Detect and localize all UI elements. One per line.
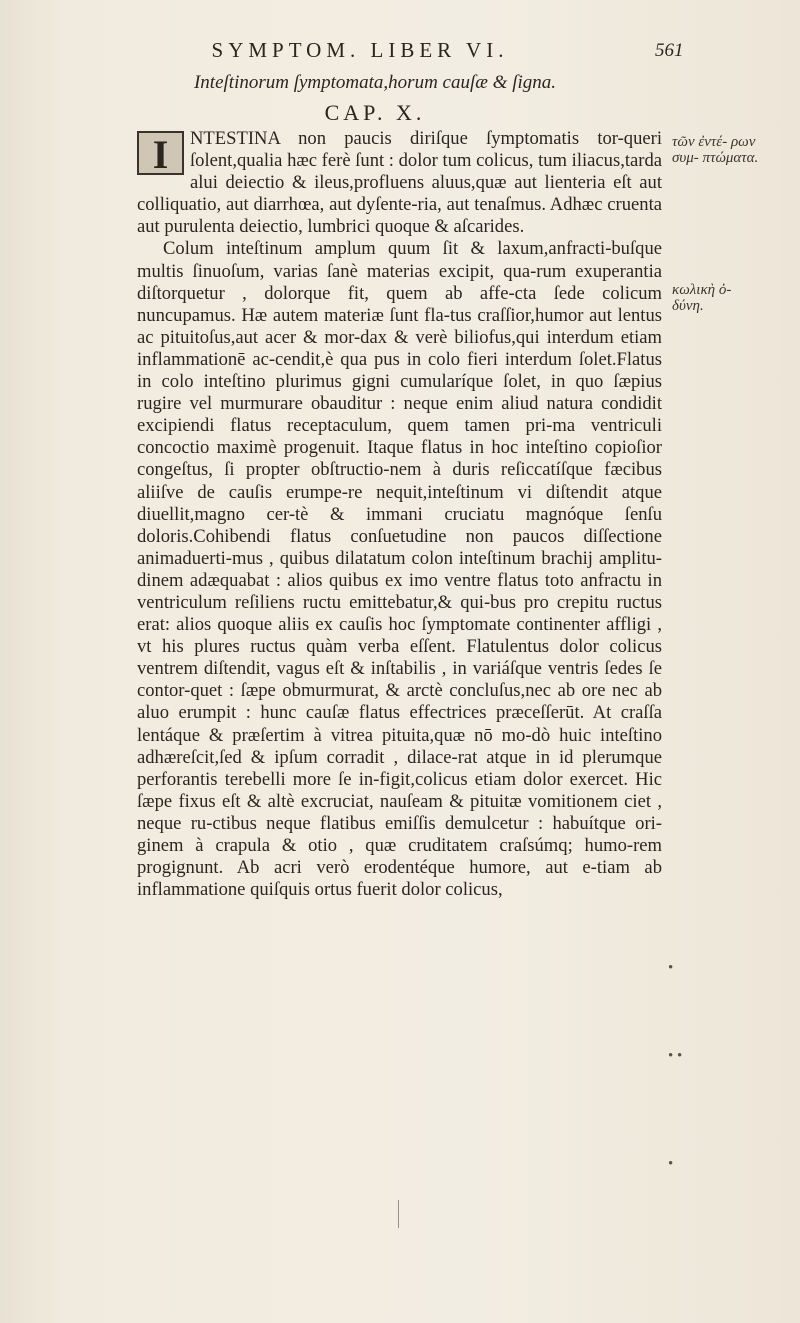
paragraph-1-text: NTESTINA non paucis diriſque ſymptomatis tor-queri ſolent,qualia hæc ferè ſunt : dolor tum colicus, tum iliacus,tarda alui deiectio & ileus,profluens aluus,quæ aut lienteria eſt aut colliquatio, aut diarrhœa, aut dyſente-ria, aut tenaſmus. Adhæc cruenta aut purulenta deiectio, lumbrici quoque & aſcarides. — [137, 128, 662, 238]
page-number: 561 — [655, 40, 684, 61]
drop-initial: I — [137, 131, 184, 175]
chapter-number: CAP. X. — [324, 100, 426, 125]
margin-mark-1: • — [668, 960, 674, 976]
running-head: SYMPTOM. LIBER VI. — [211, 38, 509, 62]
chapter-title: Inteſtinorum ſymptomata,horum cauſæ & ſigna. — [193, 72, 557, 93]
body-text — [137, 128, 662, 901]
pencil-mark — [398, 1200, 399, 1228]
margin-note-greek-1: τῶν ἐντέ- ρων συμ- πτώματα. — [672, 134, 759, 166]
paragraph-1 — [137, 128, 662, 238]
paragraph-2: Colum inteſtinum amplum quum ſit & laxum,anfracti-buſque multis ſinuoſum, varias ſanè materias excipit, qua-rum exuperantia diſtorquetur , dolorque fit, quem ab affe-cta ſede colicum nuncupamus. Hæ autem materiæ ſunt fla-tus craſſior,humor aut lentus ac pituitoſus,aut acer & mor-dax & verè biliofus,qui interdum etiam inflammationē ac-cendit,è qua pus in colo fieri interdum ſolet.Flatus in colo inteſtino plurimus gigni cumularíque ſolet, in quo ſæpius rugire vel murmurare obauditur : neque enim aliud natura condidit excipiendi flatus receptaculum, quem tamen pri-ma ventriculi concoctio maximè progenuit. Itaque flatus in hoc inteſtino copioſior congeſtus, ſi propter obſtructio-nem à duris reſiccatíſque fæcibus aliiſve de cauſis erumpe-re nequit,inteſtinum vi diſtendit atque diuellit,magno cer-tè & immani cruciatu magnóque ſenſu doloris.Cohibendi flatus conſuetudine non paucos diſſectione animaduerti-mus , quibus dilatatum colon inteſtinum brachij amplitu-dinem adæquabat : alios quibus ex imo ventre flatus toto anfractu in ventriculum reſiliens ructu emittebatur,& qui-bus pro crepitu ructus erat: alios quoque aliis ex cauſis hoc ſymptomate continenter affligi , vt his plures ructus quàm verba eſſent. Flatulentus dolor colicus ventrem diſtendit, vagus eſt & inſtabilis , in variáſque ventris ſedes ſe contor-quet : ſæpe obmurmurat, & arctè concluſus,nec ab ore nec ab aluo erumpit : hunc cauſæ flatus effectrices præceſſerūt. At craſſa lentáque & præſertim à vitrea pituita,quæ nō mo-dò huic inteſtino adhæreſcit,ſed & ipſum corradit , dilace-rat atque in id plerumque perforantis terebelli more ſe in-figit,colicus etiam dolor exercet. Hic ſæpe fixus eſt & altè excruciat, nauſeam & pituitæ vomitionem ciet , neque ru-ctibus neque flatibus emiſſis demulcetur : habuítque ori-ginem à crapula & otio , quæ cruditatem craſsúmq; humo-rem progignunt. Ab acri verò erodentéque humore, aut e-tiam ab inflammatione quiſquis ortus fuerit dolor colicus, — [137, 238, 662, 901]
margin-mark-3: • — [668, 1156, 674, 1172]
margin-note-greek-2: κωλικὴ ὀ- δύνη. — [672, 282, 732, 314]
margin-mark-2: • • — [668, 1048, 683, 1064]
